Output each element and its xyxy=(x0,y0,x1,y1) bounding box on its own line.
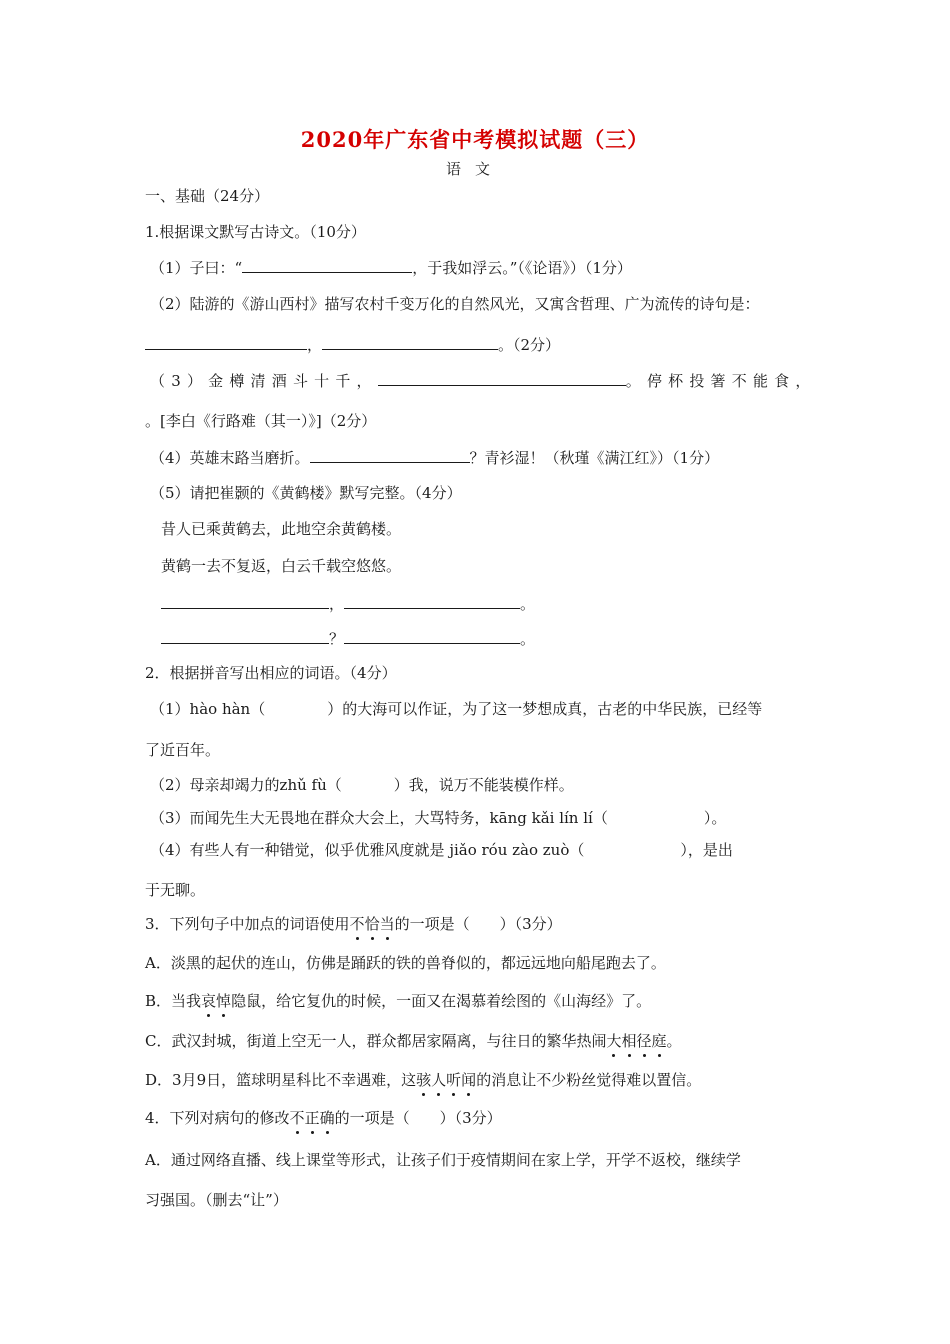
question-1-heading: 1.根据课文默写古诗文。（10分） xyxy=(145,223,366,241)
poem-line-1: 昔人已乘黄鹤去，此地空余黄鹤楼。 xyxy=(161,520,402,538)
answer-blank[interactable] xyxy=(161,593,329,609)
poem-blank-line-1: ， 。 xyxy=(161,593,535,614)
q3-option-c: C．武汉封城，街道上空无一人，群众都居家隔离，与往日的繁华热闹大相径庭。 xyxy=(145,1032,682,1050)
poem-blank-line-2: ？ 。 xyxy=(161,628,535,649)
q2-item-1: （1）hào hàn（ ）的大海可以作证，为了这一梦想成真，古老的中华民族，已经等 xyxy=(150,700,763,718)
emphasis-dot-char: 悼 xyxy=(216,992,232,1010)
answer-blank[interactable] xyxy=(344,628,520,644)
q2-item-1-cont: 了近百年。 xyxy=(145,741,221,759)
emphasis-dot-char: 听 xyxy=(446,1071,462,1089)
q2-item-2: （2）母亲却竭力的zhǔ fù（ ）我，说万不能装模作样。 xyxy=(150,776,574,794)
q1-item-1: （1）子曰：“ ，于我如浮云。”（《论语》）（1分） xyxy=(150,259,632,277)
q3-option-b: B．当我哀悼隐鼠，给它复仇的时候，一面又在渴慕着绘图的《山海经》了。 xyxy=(145,992,652,1010)
q3-option-d: D．3月9日，篮球明星科比不幸遇难，这骇人听闻的消息让不少粉丝觉得难以置信。 xyxy=(145,1071,702,1089)
emphasis-dot-char: 当 xyxy=(379,915,395,933)
emphasis-dot-char: 相 xyxy=(621,1032,637,1050)
emphasis-dot-char: 正 xyxy=(304,1109,320,1127)
page-subtitle: 语文 xyxy=(445,160,504,178)
emphasized-text xyxy=(606,1032,666,1050)
q1-item-3-cont: 。[李白《行路难（其一）》]（2分） xyxy=(145,412,377,430)
emphasized-text xyxy=(350,915,395,933)
emphasized-text xyxy=(290,1109,335,1127)
q1-item-5: （5）请把崔颢的《黄鹤楼》默写完整。（4分） xyxy=(150,484,462,502)
emphasis-dot-char: 不 xyxy=(349,915,365,933)
q2-item-3: （3）而闻先生大无畏地在群众大会上，大骂特务，kāng kǎi lín lí（ ）。 xyxy=(150,809,727,827)
q4-option-a-cont: 习强国。（删去“让”） xyxy=(145,1191,288,1209)
answer-blank[interactable] xyxy=(378,370,626,386)
q4-option-a: A．通过网络直播、线上课堂等形式，让孩子们于疫情期间在家上学，开学不返校，继续学 xyxy=(145,1151,741,1169)
emphasis-dot-char: 骇 xyxy=(416,1071,432,1089)
emphasis-dot-char: 不 xyxy=(289,1109,305,1127)
q1-item-3: （3）金樽清酒斗十千， 。停杯投箸不能食， xyxy=(150,372,817,390)
q2-item-4: （4）有些人有一种错觉，似乎优雅风度就是 jiǎo róu zào zuò（ ），是出 xyxy=(150,841,733,859)
page-title: 2020年广东省中考模拟试题（三） xyxy=(300,127,650,152)
q1-item-2-answers: ， 。（2分） xyxy=(145,334,560,355)
q1-item-2: （2）陆游的《游山西村》描写农村千变万化的自然风光，又寓含哲理、广为流传的诗句是： xyxy=(150,295,760,313)
emphasized-text xyxy=(416,1071,476,1089)
poem-line-2: 黄鹤一去不复返，白云千载空悠悠。 xyxy=(161,557,402,575)
emphasis-dot-char: 庭 xyxy=(651,1032,667,1050)
answer-blank[interactable] xyxy=(161,628,329,644)
section-heading: 一、基础（24分） xyxy=(145,187,270,205)
emphasis-dot-char: 径 xyxy=(636,1032,652,1050)
question-2-heading: 2．根据拼音写出相应的词语。（4分） xyxy=(145,664,397,682)
answer-blank[interactable] xyxy=(145,334,307,350)
answer-blank[interactable] xyxy=(344,593,520,609)
q3-option-a: A．淡黑的起伏的连山，仿佛是踊跃的铁的兽脊似的，都远远地向船尾跑去了。 xyxy=(145,954,666,972)
answer-blank[interactable] xyxy=(310,447,470,463)
emphasis-dot-char: 恰 xyxy=(364,915,380,933)
question-4-heading: 4．下列对病句的修改不正确的一项是（ ）（3分） xyxy=(145,1109,502,1127)
answer-blank[interactable] xyxy=(322,334,498,350)
question-3-heading: 3．下列句子中加点的词语使用不恰当的一项是（ ）（3分） xyxy=(145,915,562,933)
emphasis-dot-char: 哀 xyxy=(201,992,217,1010)
emphasis-dot-char: 确 xyxy=(319,1109,335,1127)
emphasis-dot-char: 大 xyxy=(606,1032,622,1050)
emphasis-dot-char: 闻 xyxy=(461,1071,477,1089)
answer-blank[interactable] xyxy=(242,257,412,273)
emphasis-dot-char: 人 xyxy=(431,1071,447,1089)
q1-item-4: （4）英雄末路当磨折。 ？青衫湿！（秋瑾《满江红》）（1分） xyxy=(150,449,720,467)
emphasized-text xyxy=(201,992,231,1010)
q2-item-4-cont: 于无聊。 xyxy=(145,881,206,899)
